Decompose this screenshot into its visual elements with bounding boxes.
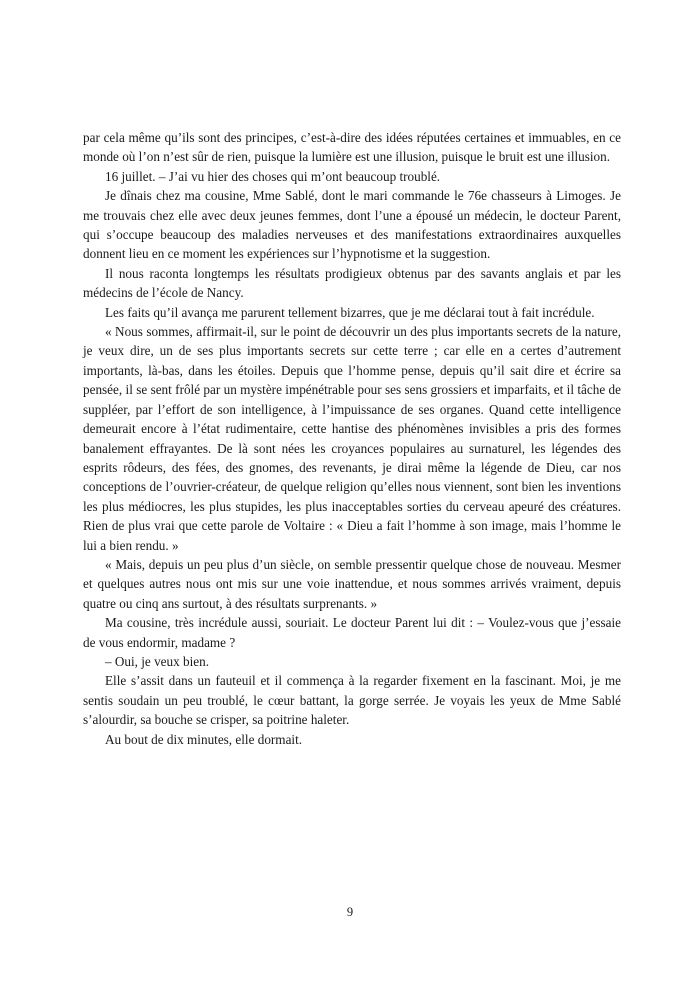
body-text bbox=[83, 128, 621, 749]
page-number: 9 bbox=[346, 905, 354, 919]
paragraph: Elle s’assit dans un fauteuil et il commença à la regarder fixement en la fascinant. Moi, je me sentis soudain un peu troublé, le cœur battant, la gorge serrée. Je voyais les yeux de Mme Sablé s’alourdir, sa bouche se crisper, sa poitrine haleter. bbox=[83, 673, 621, 728]
paragraph: Les faits qu’il avança me parurent tellement bizarres, que je me déclarai tout à fait incrédule. bbox=[105, 304, 595, 320]
paragraph: « Mais, depuis un peu plus d’un siècle, on semble pressentir quelque chose de nouveau. Mesmer et quelques autres nous ont mis sur une voie inattendue, et nous sommes arrivés vraiment, depuis quatre ou cinq ans surtout, à des résultats surprenants. » bbox=[83, 556, 621, 611]
paragraph: par cela même qu’ils sont des principes, c’est-à-dire des idées réputées certaines et immuables, en ce monde où l’on n’est sûr de rien, puisque la lumière est une illusion, puisque le bruit est une illusion. bbox=[83, 130, 621, 165]
paragraph: 16 juillet. – J’ai vu hier des choses qui m’ont beaucoup troublé. bbox=[105, 168, 441, 184]
paragraph: Il nous raconta longtemps les résultats prodigieux obtenus par des savants anglais et par les médecins de l’école de Nancy. bbox=[83, 265, 621, 301]
paragraph: Au bout de dix minutes, elle dormait. bbox=[105, 731, 303, 747]
paragraph: Ma cousine, très incrédule aussi, souriait. Le docteur Parent lui dit : – Voulez-vous que j’essaie de vous endormir, madame ? bbox=[83, 615, 621, 650]
paragraph: « Nous sommes, affirmait-il, sur le point de découvrir un des plus importants secrets de la nature, je veux dire, un de ses plus importants secrets sur cette terre ; car elle en a certes d’autrement importants, là-bas, dans les étoiles. Depuis que l’homme pense, depuis qu’il sait dire et écrire sa pensée, il se sent frôlé par un mystère impénétrable pour ses sens grossiers et imparfaits, et il tâche de suppléer, par l’effort de son intelligence, à l’impuissance de ses organes. Quand cette intelligence demeurait encore à l’état rudimentaire, cette hantise des phénomènes invisibles a pris des formes banalement effrayantes. De là sont nées les croyances populaires au surnaturel, les légendes des esprits rôdeurs, des fées, des gnomes, des revenants, je dirai même la légende de Dieu, car nos conceptions de l’ouvrier-créateur, de quelque religion qu’elles nous viennent, sont bien les inventions les plus médiocres, les plus stupides, les plus inacceptables sorties du cerveau apeuré des créatures. Rien de plus vrai que cette parole de Voltaire : « Dieu a fait l’homme à son image, mais l’homme le lui a bien rendu. » bbox=[83, 324, 621, 553]
paragraph: Je dînais chez ma cousine, Mme Sablé, dont le mari commande le 76e chasseurs à Limoges. Je me trouvais chez elle avec deux jeunes femmes, dont l’une a épousé un médecin, le docteur Parent, qui s’occupe beaucoup des maladies nerveuses et des manifestations extraordinaires auxquelles donnent lieu en ce moment les expériences sur l’hypnotisme et la suggestion. bbox=[83, 188, 621, 262]
paragraph: – Oui, je veux bien. bbox=[105, 653, 210, 669]
